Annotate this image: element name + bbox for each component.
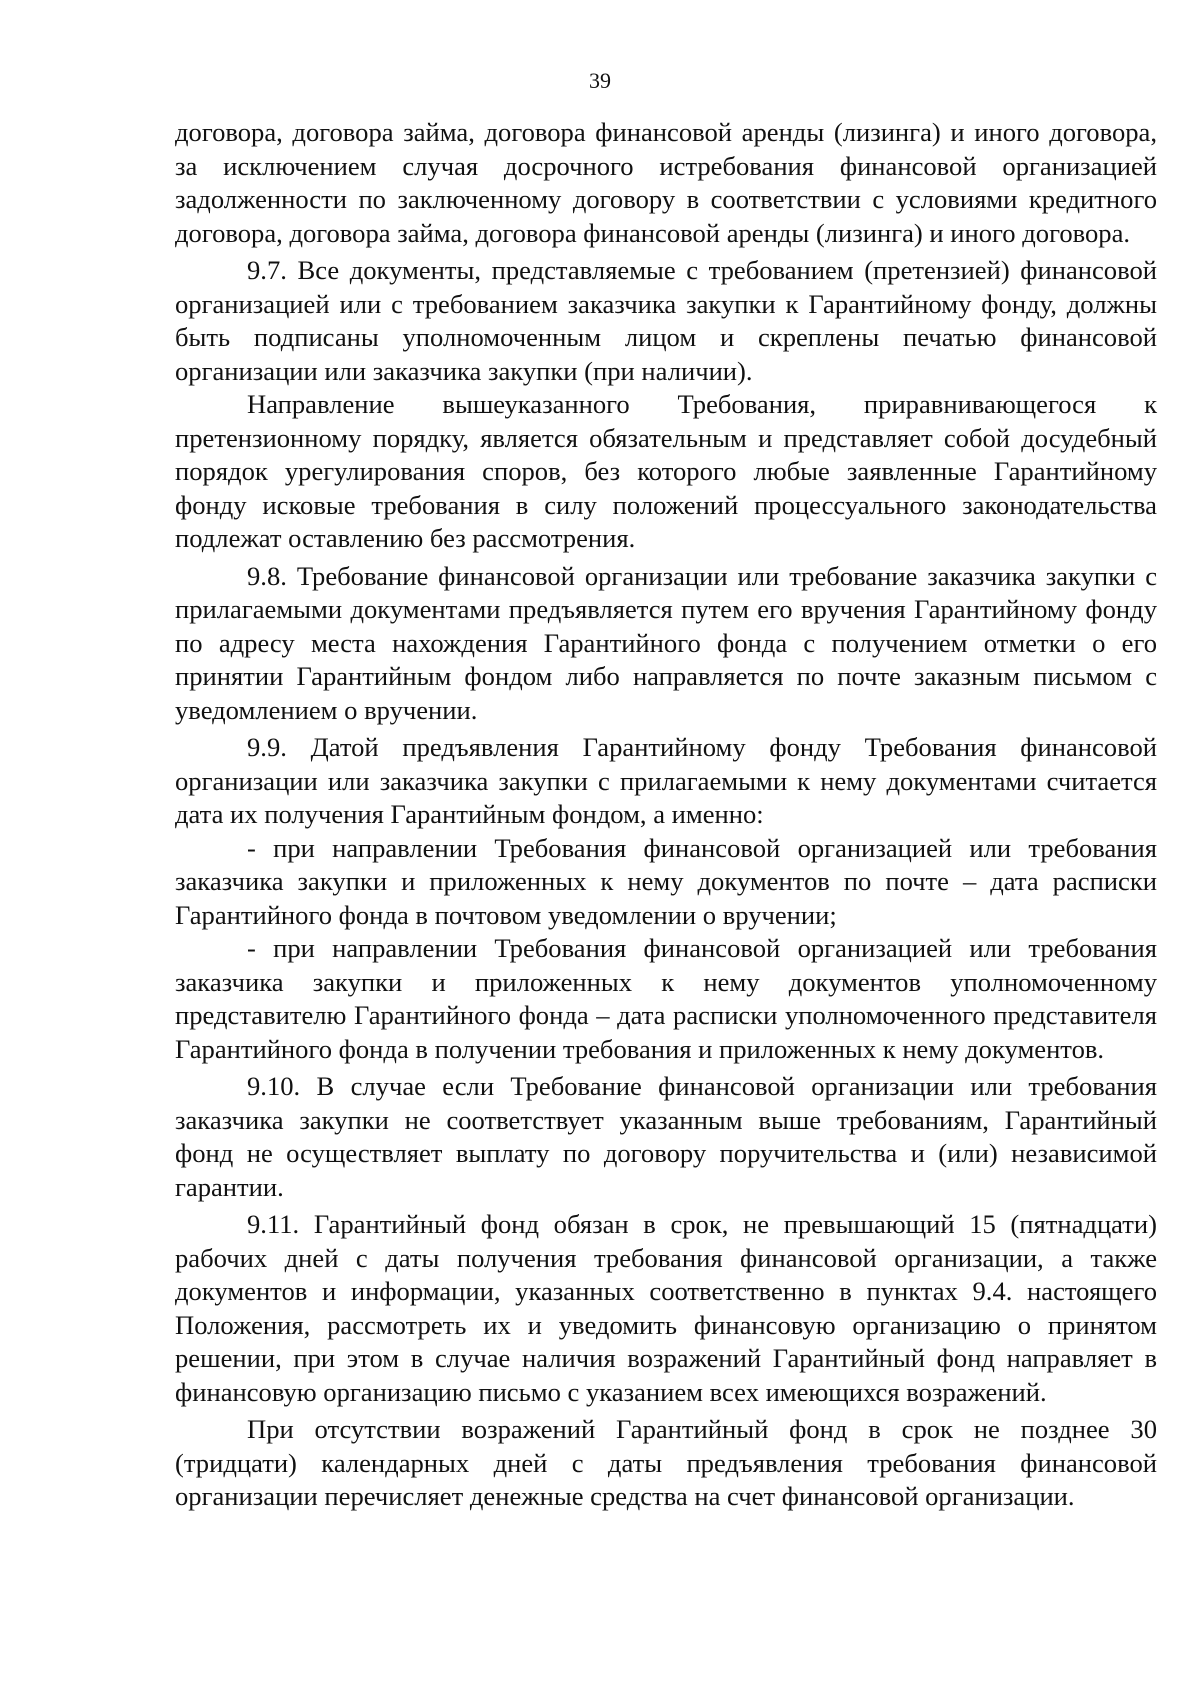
paragraph-9-7: 9.7. Все документы, представляемые с требованием (претензией) финансовой организацией или с требованием заказчика закупки к Гарантийному фонду, должны быть подписаны уполномоченным лицом и скреплены печатью финансовой организации или заказчика закупки (при наличии). (175, 255, 1157, 386)
paragraph-9-8: 9.8. Требование финансовой организации или требование заказчика закупки с прилагаемыми документами предъявляется путем его вручения Гарантийному фонду по адресу места нахождения Гарантийного фонда с получением отметки о его принятии Гарантийным фондом либо направляется по почте заказным письмом с уведомлением о вручении. (175, 560, 1157, 725)
document-body (175, 116, 1157, 1514)
page-number: 39 (589, 68, 611, 93)
list-item-by-representative: - при направлении Требования финансовой организацией или требования заказчика закупки и приложенных к нему документов уполномоченному представителю Гарантийного фонда – дата расписки уполномоченного представителя Гарантийного фонда в получении требования и приложенных к нему документов. (175, 933, 1157, 1064)
paragraph-continuation: договора, договора займа, договора финансовой аренды (лизинга) и иного договора, за исключением случая досрочного истребования финансовой организацией задолженности по заключенному договору в соответствии с условиями кредитного договора, договора займа, договора финансовой аренды (лизинга) и иного договора. (175, 117, 1157, 248)
paragraph-9-9: 9.9. Датой предъявления Гарантийному фонду Требования финансовой организации или заказчика закупки с прилагаемыми к нему документами считается дата их получения Гарантийным фондом, а именно: (175, 732, 1157, 829)
paragraph-claim-procedure: Направление вышеуказанного Требования, приравнивающегося к претензионному порядку, является обязательным и представляет собой досудебный порядок урегулирования споров, без которого любые заявленные Гарантийному фонду исковые требования в силу положений процессуального законодательства подлежат оставлению без рассмотрения. (175, 389, 1157, 553)
paragraph-9-10: 9.10. В случае если Требование финансовой организации или требования заказчика закупки не соответствует указанным выше требованиям, Гарантийный фонд не осуществляет выплату по договору поручительства и (или) независимой гарантии. (175, 1071, 1157, 1202)
list-item-by-mail: - при направлении Требования финансовой организацией или требования заказчика закупки и приложенных к нему документов по почте – дата расписки Гарантийного фонда в почтовом уведомлении о вручении; (175, 832, 1157, 930)
paragraph-9-11: 9.11. Гарантийный фонд обязан в срок, не превышающий 15 (пятнадцати) рабочих дней с даты получения требования финансовой организации, а также документов и информации, указанных соответственно в пунктах 9.4. настоящего Положения, рассмотреть их и уведомить финансовую организацию о принятом решении, при этом в случае наличия возражений Гарантийный фонд направляет в финансовую организацию письмо с указанием всех имеющихся возражений. (175, 1209, 1157, 1407)
paragraph-no-objections: При отсутствии возражений Гарантийный фонд в срок не позднее 30 (тридцати) календарных дней с даты предъявления требования финансовой организации перечисляет денежные средства на счет финансовой организации. (175, 1414, 1157, 1511)
